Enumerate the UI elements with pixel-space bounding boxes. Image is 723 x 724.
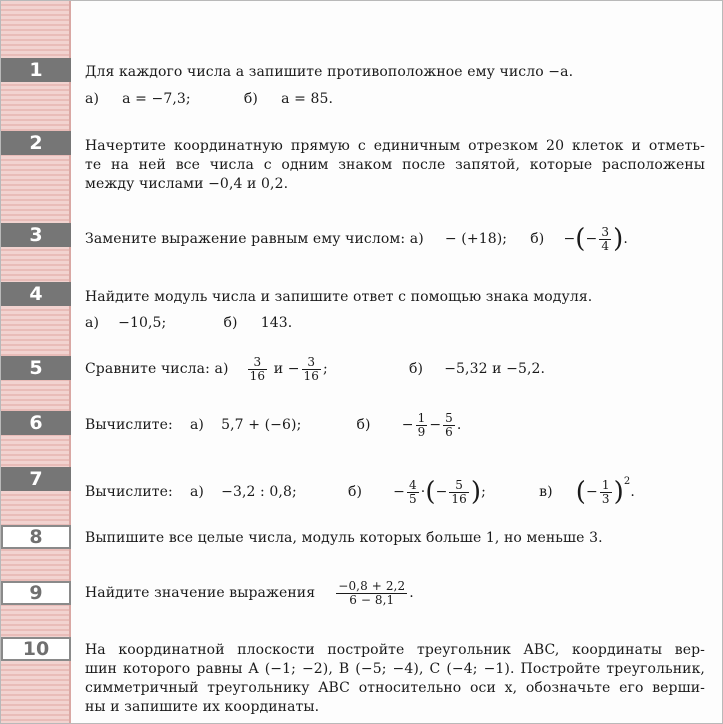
- option-b-expr: 143.: [260, 315, 293, 331]
- left-paren: (: [575, 224, 586, 254]
- option-a-expr: − (+18);: [444, 231, 508, 247]
- task-10-line-3: симметричный треугольнику ABC относительно оси x, обозначьте его верши-: [85, 680, 705, 696]
- denominator: 6 − 8,1: [349, 592, 395, 607]
- task-2-line-2: те на ней все числа с одним знаком после запятой, которые расположены: [85, 157, 705, 173]
- period: .: [409, 585, 414, 601]
- task-10-line-1: На координатной плоскости постройте треугольник ABC, координаты вер-: [85, 642, 705, 658]
- minus-sign: −: [429, 417, 442, 433]
- task-number-4: 4: [1, 282, 71, 306]
- exponent: 2: [623, 476, 631, 487]
- numerator: 1: [417, 410, 426, 425]
- denominator: 4: [601, 238, 610, 253]
- task-9-prompt: Найдите значение выражения: [85, 585, 316, 601]
- minus-sign: −: [585, 231, 598, 247]
- task-number-5: 5: [1, 356, 71, 380]
- denominator: 3: [601, 491, 610, 506]
- task-5-prompt: Сравните числа:: [85, 361, 210, 377]
- and-word: и: [273, 361, 284, 377]
- period: .: [630, 484, 635, 500]
- task-1-text: Для каждого числа a запишите противоположное ему число −a.: [85, 64, 574, 80]
- right-paren: ): [613, 477, 624, 507]
- fraction-1-9: [416, 412, 428, 439]
- task-number-2: 2: [1, 131, 71, 155]
- numerator: 5: [449, 479, 468, 493]
- task-6-text: [85, 408, 461, 442]
- task-6-prompt: Вычислите:: [85, 417, 173, 433]
- option-a-label: а): [189, 484, 204, 500]
- task-number-9: 9: [1, 581, 71, 605]
- task-number-7: 7: [1, 467, 71, 491]
- option-a-expr: a = −7,3;: [122, 91, 191, 107]
- task-number-3: 3: [1, 223, 71, 247]
- denominator: 6: [445, 424, 453, 439]
- task-number-8: 8: [1, 525, 71, 549]
- task-10-line-4: ны и запишите их координаты.: [85, 699, 320, 715]
- fraction-3-4: [599, 226, 611, 253]
- task-4-options: [85, 314, 292, 332]
- minus-sign: −: [586, 484, 598, 500]
- option-b-label: б): [530, 231, 545, 247]
- option-b-label: б): [347, 484, 363, 500]
- task-8-text: Выпишите все целые числа, модуль которых больше 1, но меньше 3.: [85, 530, 603, 546]
- numerator: 3: [302, 356, 321, 370]
- left-paren: (: [425, 477, 436, 507]
- numerator: 4: [409, 477, 417, 492]
- option-a-label: а): [189, 417, 204, 433]
- fraction-1-3: [600, 479, 612, 506]
- right-paren: ): [613, 224, 624, 254]
- option-b-label: б): [356, 417, 371, 433]
- option-b-expr: −5,32 и −5,2.: [444, 361, 546, 377]
- numerator: 5: [445, 410, 453, 425]
- denominator: 5: [409, 491, 417, 506]
- task-number-6: 6: [1, 411, 71, 435]
- denominator: 16: [249, 368, 266, 383]
- denominator: 16: [451, 491, 467, 506]
- option-b-expr: a = 85.: [281, 91, 334, 107]
- option-a-expr: −3,2 : 0,8;: [221, 484, 297, 500]
- option-b-label: б): [223, 315, 238, 331]
- period: .: [456, 417, 462, 433]
- minus-sign: −: [401, 417, 414, 433]
- option-a-expr: −10,5;: [118, 315, 167, 331]
- fraction-3-16: [248, 356, 267, 383]
- minus-sign: −: [393, 484, 405, 500]
- fraction-4-5: [407, 479, 419, 506]
- task-7-text: [85, 464, 635, 510]
- task-3-prompt: Замените выражение равным ему числом:: [85, 231, 406, 247]
- minus-sign: −: [435, 484, 448, 500]
- task-2-line-3: между числами −0,4 и 0,2.: [85, 176, 289, 192]
- period: .: [623, 231, 628, 247]
- task-10-line-2: шин которого равны A (−1; −2), B (−5; −4), C (−4; −1). Постройте треугольник,: [85, 661, 705, 677]
- semicolon: ;: [323, 361, 328, 377]
- option-a-label: а): [85, 91, 100, 107]
- denominator: 9: [417, 424, 426, 439]
- task-7-prompt: Вычислите:: [85, 484, 173, 500]
- numerator: −0,8 + 2,2: [338, 578, 406, 593]
- numerator: 3: [601, 224, 610, 239]
- task-number-1: 1: [1, 58, 71, 82]
- denominator: 16: [303, 368, 320, 383]
- option-a-label: а): [85, 315, 100, 331]
- fraction-5-6: [443, 412, 455, 439]
- task-3-text: [85, 222, 628, 256]
- fraction-5-16: [449, 479, 468, 506]
- task-number-10: 10: [1, 637, 71, 661]
- option-a-label: а): [409, 231, 424, 247]
- minus-sign: −: [287, 361, 300, 377]
- multiply-dot: ·: [420, 484, 426, 500]
- option-b-label: б): [243, 91, 258, 107]
- semicolon: ;: [481, 484, 486, 500]
- task-4-text: Найдите модуль числа и запишите ответ с помощью знака модуля.: [85, 289, 593, 305]
- fraction-3-16-neg: [302, 356, 321, 383]
- minus-sign: −: [563, 231, 576, 247]
- option-c-label: в): [539, 484, 553, 500]
- task-1-options: [85, 90, 333, 108]
- numerator: 1: [601, 477, 610, 492]
- task-9-text: [85, 576, 414, 610]
- option-b-label: б): [408, 361, 424, 377]
- option-a-label: а): [214, 361, 229, 377]
- task-2-line-1: Начертите координатную прямую с единичным отрезком 20 клеток и отметь-: [85, 138, 705, 154]
- task-5-text: [85, 352, 545, 386]
- numerator: 3: [248, 356, 267, 370]
- expression-fraction: [336, 580, 407, 607]
- option-a-expr: 5,7 + (−6);: [221, 417, 302, 433]
- left-paren: (: [575, 477, 587, 507]
- right-paren: ): [470, 477, 482, 507]
